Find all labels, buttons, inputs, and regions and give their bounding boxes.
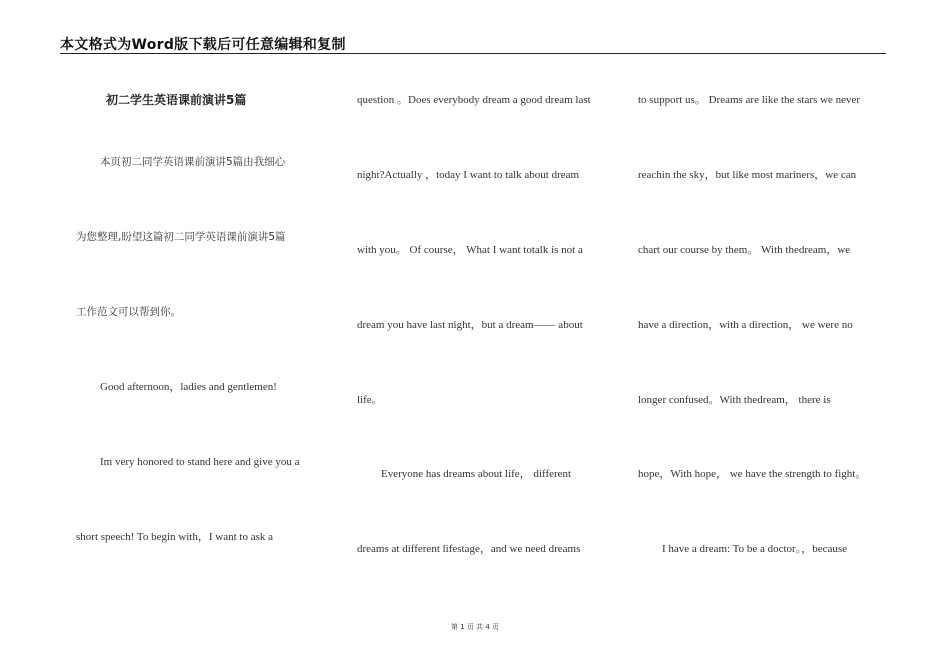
column3-line-2: reachin the sky，but like most mariners，we can xyxy=(638,169,857,181)
column2-line-7: dreams at different lifestage，and we need dreams xyxy=(357,543,581,555)
column2-line-5: life。 xyxy=(357,394,383,406)
column1-line-3: 工作范文可以帮到你。 xyxy=(76,306,181,318)
column3-line-3: chart our course by them。 With thedream，we xyxy=(638,244,851,256)
document-title: 初二学生英语课前演讲5篇 xyxy=(106,93,247,107)
column1-line-4: Good afternoon，ladies and gentlemen! xyxy=(100,381,277,393)
column3-line-4: have a direction，with a direction， we were no xyxy=(638,319,853,331)
column1-line-1: 本页初二同学英语课前演讲5篇由我细心 xyxy=(100,156,286,168)
page-number: 第 1 页 共 4 页 xyxy=(450,623,500,631)
column3-line-1: to support us。 Dreams are like the stars we never xyxy=(638,94,861,106)
column2-line-3: with you。 Of course， What I want totalk is not a xyxy=(357,244,583,256)
column3-line-6: hope，With hope， we have the strength to fight。 xyxy=(638,468,867,480)
column1-line-6: short speech! To begin with，I want to ask a xyxy=(76,531,273,543)
column1-line-2: 为您整理,盼望这篇初二同学英语课前演讲5篇 xyxy=(76,231,286,243)
column2-line-1: question 。Does everybody dream a good dream last xyxy=(357,94,591,106)
column2-line-6: Everyone has dreams about life， different xyxy=(381,468,572,480)
column1-line-5: Im very honored to stand here and give you a xyxy=(100,456,300,468)
header-divider xyxy=(60,53,886,54)
column3-line-5: longer confused。With thedream， there is xyxy=(638,394,831,406)
column3-line-7: I have a dream: To be a doctor。，because xyxy=(662,543,848,555)
document-banner: 本文格式为Word版下载后可任意编辑和复制 xyxy=(60,37,346,53)
column2-line-4: dream you have last night，but a dream—— about xyxy=(357,319,583,331)
column2-line-2: night?Actually ，today I want to talk about dream xyxy=(357,169,580,181)
